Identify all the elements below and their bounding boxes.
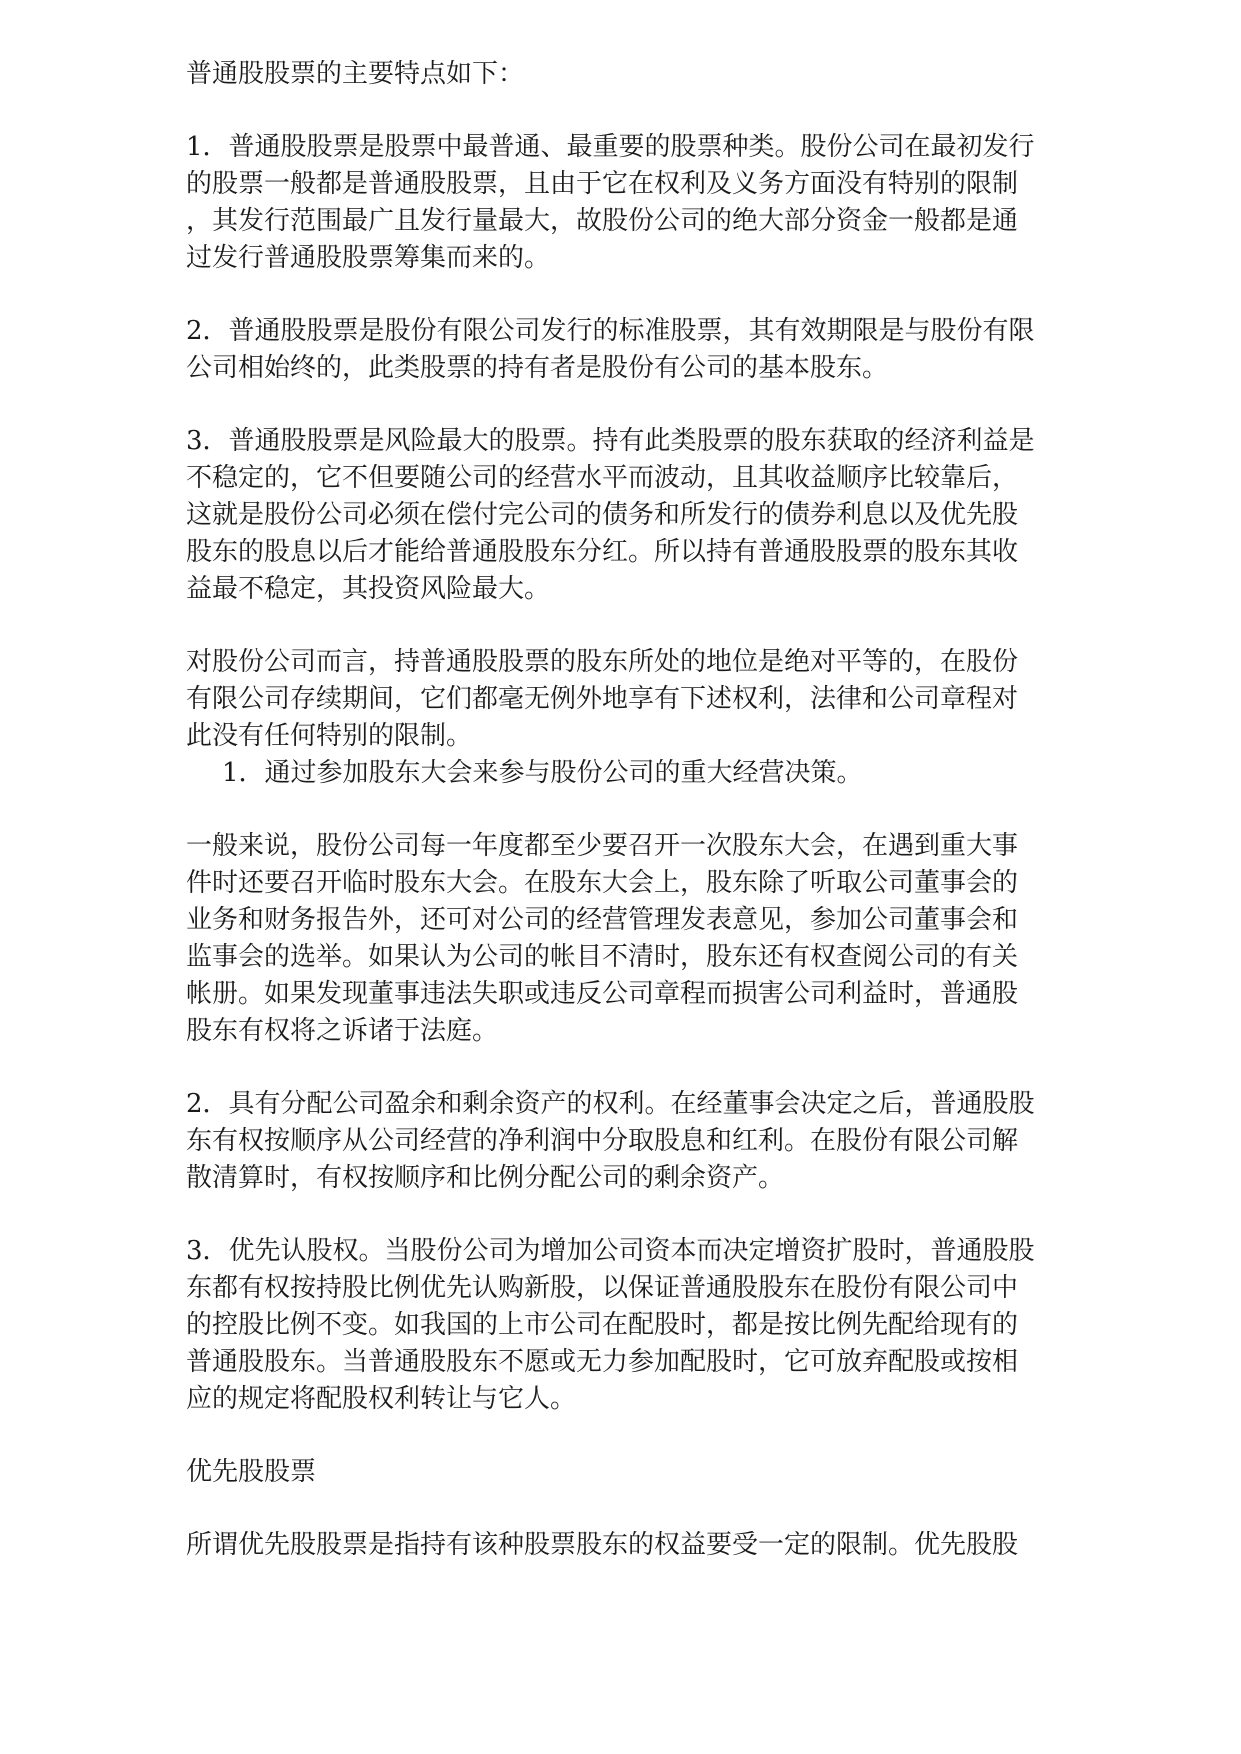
document-body [186, 56, 1136, 1564]
right-1-line-4: 监事会的选举。如果认为公司的帐目不清时，股东还有权查阅公司的有关 [186, 942, 1019, 972]
rights-intro-line-1: 对股份公司而言，持普通股股票的股东所处的地位是绝对平等的，在股份 [186, 647, 1019, 677]
point-1-line-1: 1．普通股股票是股票中最普通、最重要的股票种类。股份公司在最初发行 [186, 132, 1035, 162]
paragraph-gap [186, 608, 1136, 644]
point-1-line-2: 的股票一般都是普通股股票，且由于它在权利及义务方面没有特别的限制 [186, 169, 1019, 199]
paragraph-gap [186, 1418, 1136, 1454]
right-1-line-5: 帐册。如果发现董事违法失职或违反公司章程而损害公司利益时，普通股 [186, 979, 1019, 1009]
section-heading-preferred-stock: 优先股股票 [186, 1457, 317, 1487]
paragraph-gap [186, 277, 1136, 313]
paragraph-gap [186, 1197, 1136, 1233]
rights-intro-line-3: 此没有任何特别的限制。 [186, 721, 473, 751]
rights-intro-line-2: 有限公司存续期间，它们都毫无例外地享有下述权利，法律和公司章程对 [186, 684, 1019, 714]
right-3-line-4: 普通股股东。当普通股股东不愿或无力参加配股时，它可放弃配股或按相 [186, 1347, 1019, 1377]
right-3-line-2: 东都有权按持股比例优先认购新股，以保证普通股股东在股份有限公司中 [186, 1273, 1019, 1303]
paragraph-gap [186, 1491, 1136, 1527]
right-3-line-1: 3．优先认股权。当股份公司为增加公司资本而决定增资扩股时，普通股股 [186, 1236, 1035, 1266]
point-2-line-2: 公司相始终的，此类股票的持有者是股份有公司的基本股东。 [186, 353, 889, 383]
point-2-line-1: 2．普通股股票是股份有限公司发行的标准股票，其有效期限是与股份有限 [186, 316, 1035, 346]
point-1-line-3: ，其发行范围最广且发行量最大，故股份公司的绝大部分资金一般都是通 [186, 206, 1019, 236]
point-3-line-2: 不稳定的，它不但要随公司的经营水平而波动，且其收益顺序比较靠后， [186, 463, 1019, 493]
right-3-line-5: 应的规定将配股权利转让与它人。 [186, 1384, 577, 1414]
right-1-heading: 1．通过参加股东大会来参与股份公司的重大经营决策。 [222, 758, 863, 788]
paragraph-gap [186, 93, 1136, 129]
right-2-line-2: 东有权按顺序从公司经营的净利润中分取股息和红利。在股份有限公司解 [186, 1126, 1019, 1156]
right-2-line-3: 散清算时，有权按顺序和比例分配公司的剩余资产。 [186, 1163, 785, 1193]
point-3-line-4: 股东的股息以后才能给普通股股东分红。所以持有普通股股票的股东其收 [186, 537, 1019, 567]
right-1-line-2: 件时还要召开临时股东大会。在股东大会上，股东除了听取公司董事会的 [186, 868, 1019, 898]
preferred-stock-line-1: 所谓优先股股票是指持有该种股票股东的权益要受一定的限制。优先股股 [186, 1530, 1019, 1560]
point-3-line-5: 益最不稳定，其投资风险最大。 [186, 574, 551, 604]
point-1-line-4: 过发行普通股股票筹集而来的。 [186, 243, 551, 273]
paragraph-gap [186, 1050, 1136, 1086]
point-3-line-1: 3．普通股股票是风险最大的股票。持有此类股票的股东获取的经济利益是 [186, 426, 1035, 456]
point-3-line-3: 这就是股份公司必须在偿付完公司的债务和所发行的债券利息以及优先股 [186, 500, 1019, 530]
intro-heading: 普通股股票的主要特点如下： [186, 59, 525, 89]
right-1-line-1: 一般来说，股份公司每一年度都至少要召开一次股东大会，在遇到重大事 [186, 831, 1019, 861]
right-1-line-3: 业务和财务报告外，还可对公司的经营管理发表意见，参加公司董事会和 [186, 905, 1019, 935]
right-1-line-6: 股东有权将之诉诸于法庭。 [186, 1016, 499, 1046]
paragraph-gap [186, 387, 1136, 423]
right-3-line-3: 的控股比例不变。如我国的上市公司在配股时，都是按比例先配给现有的 [186, 1310, 1019, 1340]
paragraph-gap [186, 792, 1136, 828]
right-2-line-1: 2．具有分配公司盈余和剩余资产的权利。在经董事会决定之后，普通股股 [186, 1089, 1035, 1119]
